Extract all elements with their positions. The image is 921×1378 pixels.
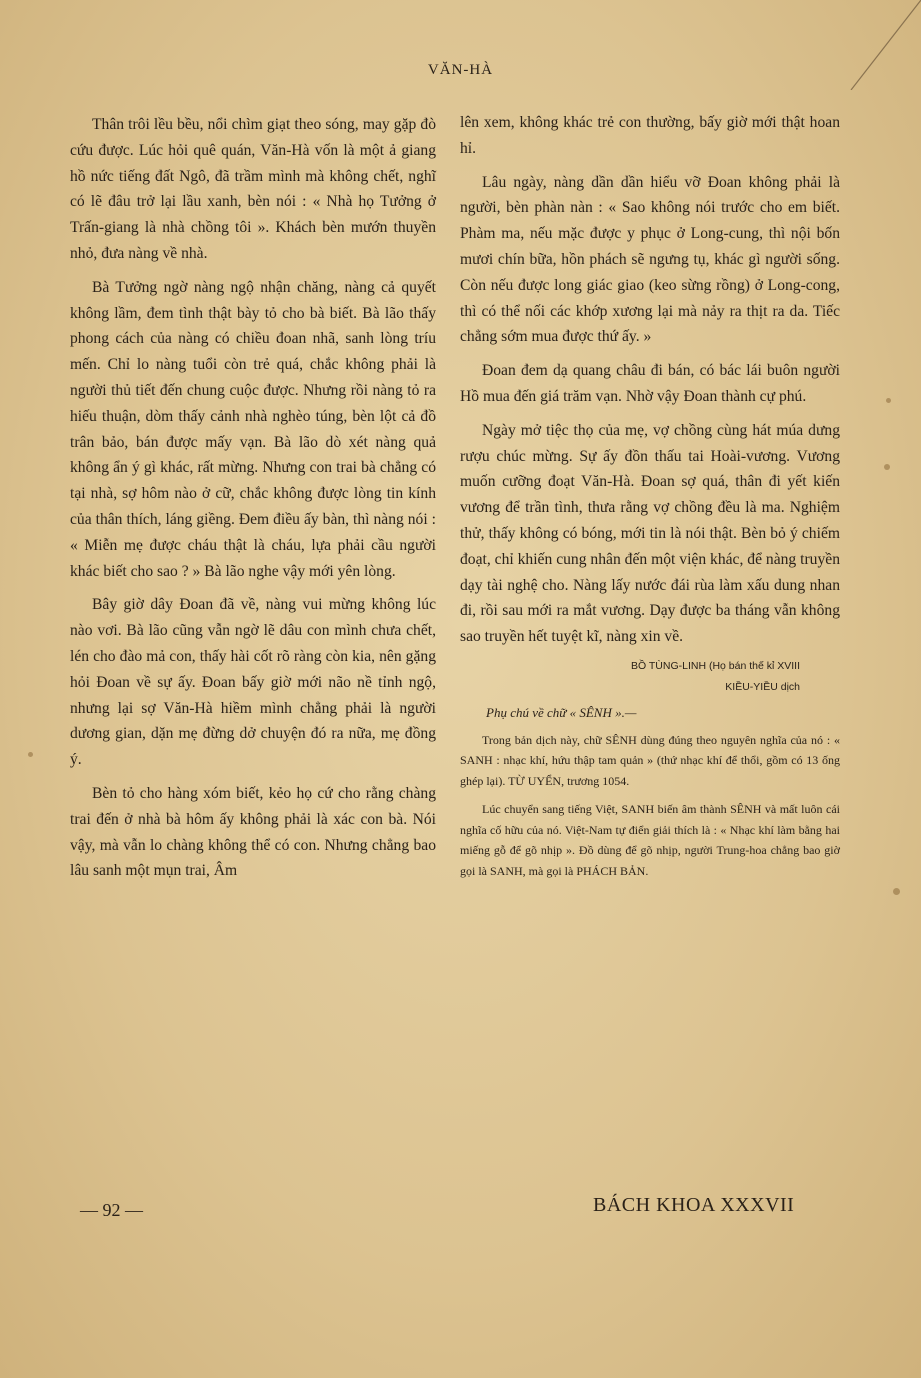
paragraph: Thân trôi lều bều, nổi chìm giạt theo sóng, may gặp đò cứu được. Lúc hỏi quê quán, Văn-Hà vốn là một ả giang hồ nức tiếng đất Ngô, đã trầm mình mà không chết, nghĩ có lẽ đâu trở lại lầu xanh, bèn nói : « Nhà họ Tưởng ở Trấn-giang là nhà chồng tôi ». Khách bèn mướn thuyền nhỏ, đưa nàng về nhà. [70, 116, 436, 262]
paragraph: Lâu ngày, nàng dần dần hiểu vỡ Đoan không phải là người, bèn phàn nàn : « Sao không nói trước cho em biết. Phàm ma, nếu mặc được y phục ở Long-cung, thì nội bốn mươi chín bữa, hồn phách sẽ ngưng tụ, khác gì người sống. Còn nếu được long giác giao (keo sừng rồng) ở Long-cong, thì có thể nối các khớp xương lại mà nảy ra thịt ra da. Tiếc chẳng sớm mua được thứ ấy. » [460, 173, 840, 346]
magazine-footer: BÁCH KHOA XXXVII [593, 1194, 795, 1216]
right-column [460, 110, 840, 889]
page-number: — 92 — [80, 1200, 143, 1220]
left-column [70, 112, 436, 892]
note-paragraph: Lúc chuyển sang tiếng Việt, SANH biến âm thành SÊNH và mất luôn cái nghĩa cố hữu của nó. Việt-Nam tự điển giải thích là : « Nhạc khí làm bằng hai miếng gỗ để gõ nhịp ». Đồ dùng để gõ nhịp, người Trung-hoa chẳng bao giờ gọi là SANH, mà gọi là PHÁCH BẢN. [460, 802, 840, 878]
note-title: Phụ chú về chữ « SÊNH ».— [486, 704, 637, 720]
author-signature: BỒ TÙNG-LINH (Họ bán thế kỉ XVIII [630, 659, 800, 672]
stain-spot [886, 398, 891, 403]
paragraph: Bà Tưởng ngờ nàng ngộ nhận chăng, nàng cả quyết không lầm, đem tình thật bày tỏ cho bà biết. Bà lão thấy phong cách của nàng có chiều đoan nhã, sanh lòng tríu mến. Chỉ lo nàng tuổi còn trẻ quá, chắc không phải là người thủ tiết đến chung cuộc được. Nhưng rồi nàng tỏ ra hiếu thuận, dòm thấy cảnh nhà nghèo túng, bèn lột cả đồ trân bảo, bán được mấy vạn. Bà lão dò xét nàng quả không ẩn ý gì khác, rất mừng. Nhưng con trai bà chẳng có tại nhà, sợ hôm nào ở cữ, chắc không được lòng tin kính của thân thích, láng giềng. Đem điều ấy bàn, thì nàng nói : « Miễn mẹ được cháu thật là cháu, lựa phải cầu người khác biết cho sao ? » Bà lão nghe vậy mới yên lòng. [70, 278, 436, 580]
stain-spot [884, 464, 890, 470]
paragraph: Bèn tỏ cho hàng xóm biết, kẻo họ cứ cho rằng chàng trai đến ở nhà bà hôm ấy không phải là xác con bà. Nói vậy, mà vẫn lo chàng không thể có con. Nhưng chẳng bao lâu sanh một mụn trai, Âm [70, 784, 436, 880]
paragraph: lên xem, không khác trẻ con thường, bấy giờ mới thật hoan hỉ. [460, 114, 840, 157]
stain-spot [28, 752, 33, 757]
stain-spot [893, 888, 900, 895]
note-paragraph: Trong bản dịch này, chữ SÊNH dùng đúng theo nguyên nghĩa của nó : « SANH : nhạc khí, hứu thập tam quản » (thứ nhạc khí để thổi, gồm có 13 ống ghép lại). TỪ UYỂN, trương 1054. [460, 732, 840, 788]
running-header: VĂN-HÀ [427, 62, 494, 78]
translator-signature: KIỀU-YIỀU dịch [725, 680, 800, 693]
paragraph: Ngày mở tiệc thọ của mẹ, vợ chồng cùng hát múa dưng rượu chúc mừng. Sự ấy đồn thấu tai Hoài-vương. Vương muốn cưỡng đoạt Văn-Hà. Đoan sợ quá, thân đi yết kiến vương để trần tình, thưa rằng vợ chồng đều là ma. Nghiệm thử, thấy không có bóng, mới tin là nói thật. Bèn bỏ ý chiếm đoạt, chỉ khiến cung nhân đến một viện khác, để nàng truyền dạy tài nghệ cho. Nàng lấy nước đái rùa làm xấu dung nhan đi, rồi sau mới ra mắt vương. Dạy được ba tháng vẫn không sao truyền hết tuyệt kĩ, nàng xin về. [460, 421, 840, 646]
paragraph: Đoan đem dạ quang châu đi bán, có bác lái buôn người Hồ mua đến giá trăm vạn. Nhờ vậy Đoan thành cự phú. [460, 362, 840, 405]
paragraph: Bây giờ dây Đoan đã về, nàng vui mừng không lúc nào vơi. Bà lão cũng vẫn ngờ lẽ dâu con mình chưa chết, lén cho đào mả con, thấy hài cốt rõ ràng còn kia, nên gặng hỏi Đoan về sự ấy. Đoan bấy giờ mới não nề tỉnh ngộ, nhưng lại sợ Văn-Hà hiềm mình chẳng phải là người dương gian, dặn mẹ đừng dở chuyện đó ra nữa, mẹ đồng ý. [70, 596, 436, 769]
